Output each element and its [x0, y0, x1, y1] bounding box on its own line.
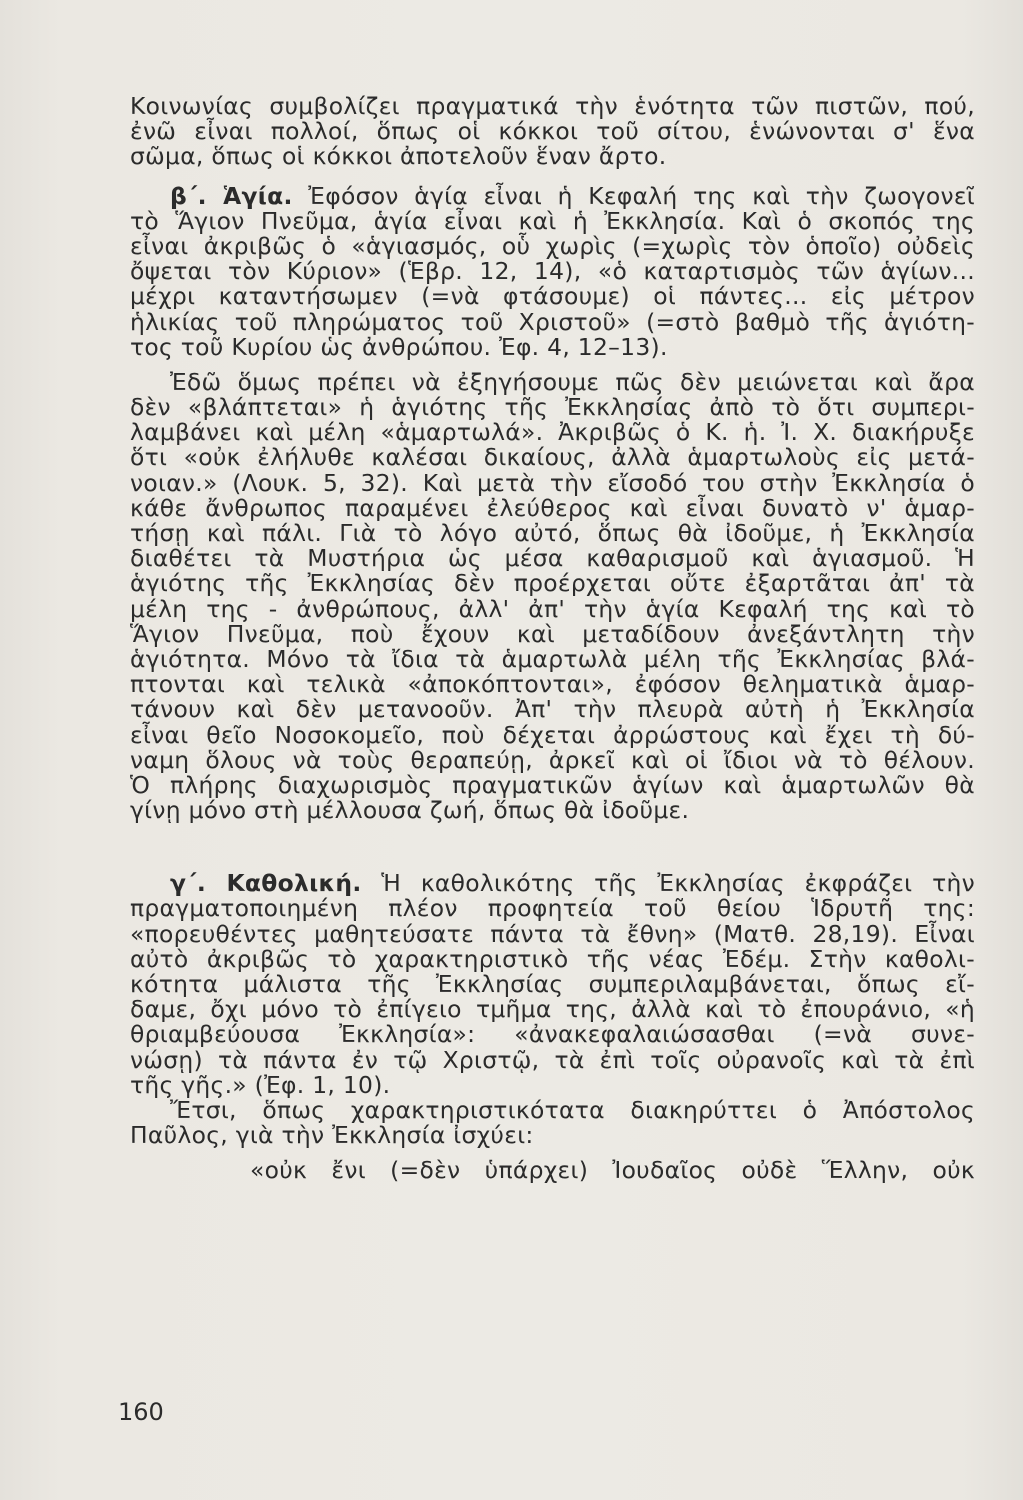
paragraph-katholiki	[130, 871, 975, 1098]
text-line: πραγματοποιημένη πλέον προφητεία τοῦ θείου Ἱδρυτῆ της:	[130, 894, 975, 923]
paragraph-agia	[130, 181, 976, 361]
text-line: αὐτὸ ἀκριβῶς τὸ χαρακτηριστικὸ τῆς νέας Ἐδέμ. Στὴν καθολι-	[130, 944, 975, 973]
text-line: Ὁ πλήρης διαχωρισμὸς πραγματικῶν ἁγίων καὶ ἁμαρτωλῶν θὰ	[130, 770, 975, 799]
text-line: εἶναι ἀκριβῶς ὁ «ἁγιασμός, οὗ χωρὶς (=χωρὶς τὸν ὁποῖο) οὐδεὶς	[130, 231, 975, 260]
text-line: μέχρι καταντήσωμεν (=νὰ φτάσουμε) οἱ πάντες... εἰς μέτρον	[130, 282, 975, 311]
text-line-rest: Ἡ καθολικότης τῆς Ἐκκλησίας ἐκφράζει τὴν	[381, 869, 975, 898]
text-line: τάνουν καὶ δὲν μετανοοῦν. Ἀπ' τὴν πλευρὰ αὐτὴ ἡ Ἐκκλησία	[130, 695, 975, 724]
text-line: νοιαν.» (Λουκ. 5, 32). Καὶ μετὰ τὴν εἴσοδό του στὴν Ἐκκλησία ὁ	[130, 468, 975, 497]
text-line: ὅτι «οὐκ ἐλήλυθε καλέσαι δικαίους, ἀλλὰ ἁμαρτωλοὺς εἰς μετά-	[130, 443, 975, 472]
text-line: μέλη της - ἀνθρώπους, ἀλλ' ἀπ' τὴν ἁγία Κεφαλή της καὶ τὸ	[130, 594, 975, 623]
text-line: ἡλικίας τοῦ πληρώματος τοῦ Χριστοῦ» (=στὸ βαθμὸ τῆς ἁγιότη-	[130, 307, 975, 336]
paragraph-agiotis	[130, 367, 975, 825]
text-line: «πορευθέντες μαθητεύσατε πάντα τὰ ἔθνη» (Ματθ. 28,19). Εἶναι	[130, 919, 975, 948]
text-line: γίνῃ μόνο στὴ μέλλουσα ζωή, ὅπως θὰ ἰδοῦμε.	[130, 796, 690, 825]
text-line: «οὐκ ἔνι (=δὲν ὑπάρχει) Ἰουδαῖος οὐδὲ Ἕλλην, οὐκ	[250, 1156, 975, 1185]
text-line: νώσῃ) τὰ πάντα ἐν τῷ Χριστῷ, τὰ ἐπὶ τοῖς οὐρανοῖς καὶ τὰ ἐπὶ	[130, 1045, 975, 1074]
quote-ouk-eni	[130, 1158, 975, 1183]
text-line: δαμε, ὄχι μόνο τὸ ἐπίγειο τμῆμα της, ἀλλὰ καὶ τὸ ἐπουράνιο, «ἡ	[130, 995, 975, 1024]
text-line: Ἔτσι, ὅπως χαρακτηριστικότατα διακηρύττει ὁ Ἀπόστολος	[170, 1095, 975, 1124]
text-line	[130, 871, 975, 896]
text-line: εἶναι θεῖο Νοσοκομεῖο, ποὺ δέχεται ἀρρώστους καὶ ἔχει τὴ δύ-	[130, 720, 975, 749]
section-heading-agia: β΄. Ἁγία.	[170, 181, 293, 210]
text-line: διαθέτει τὰ Μυστήρια ὡς μέσα καθαρισμοῦ καὶ ἁγιασμοῦ. Ἡ	[130, 544, 975, 573]
page-number: 160	[118, 1398, 164, 1426]
text-line: Ἐδῶ ὅμως πρέπει νὰ ἐξηγήσουμε πῶς δὲν μειώνεται καὶ ἄρα	[170, 367, 975, 396]
text-line: ἁγιότητα. Μόνο τὰ ἴδια τὰ ἁμαρτωλὰ μέλη τῆς Ἐκκλησίας βλά-	[130, 644, 975, 673]
text-line: ἐνῶ εἶναι πολλοί, ὅπως οἱ κόκκοι τοῦ σίτου, ἑνώνονται σ' ἕνα	[130, 117, 975, 146]
text-line: ἁγιότης τῆς Ἐκκλησίας δὲν προέρχεται οὔτε ἐξαρτᾶται ἀπ' τὰ	[130, 569, 975, 598]
text-line: ὄψεται τὸν Κύριον» (Ἑβρ. 12, 14), «ὁ καταρτισμὸς τῶν ἁγίων...	[130, 257, 975, 286]
paragraph-koinonias	[130, 94, 975, 170]
text-line: Κοινωνίας συμβολίζει πραγματικά τὴν ἑνότητα τῶν πιστῶν, πού,	[130, 92, 975, 120]
text-line: θριαμβεύουσα Ἐκκλησία»: «ἀνακεφαλαιώσασθαι (=νὰ συνε-	[130, 1020, 975, 1049]
text-line: τῆς γῆς.» (Ἐφ. 1, 10).	[130, 1070, 391, 1099]
text-line: τήσῃ καὶ πάλι. Γιὰ τὸ λόγο αὐτό, ὅπως θὰ ἰδοῦμε, ἡ Ἐκκλησία	[130, 519, 975, 547]
text-line: τος τοῦ Κυρίου ὡς ἀνθρώπου. Ἐφ. 4, 12–13).	[130, 332, 668, 361]
text-line: τὸ Ἅγιον Πνεῦμα, ἁγία εἶναι καὶ ἡ Ἐκκλησία. Καὶ ὁ σκοπός της	[130, 206, 975, 235]
text-line: κάθε ἄνθρωπος παραμένει ἐλεύθερος καὶ εἶναι δυνατὸ ν' ἁμαρ-	[130, 493, 975, 522]
text-line: λαμβάνει καὶ μέλη «ἁμαρτωλά». Ἀκριβῶς ὁ Κ. ἡ. Ἰ. Χ. διακήρυξε	[130, 418, 975, 447]
text-line: δὲν «βλάπτεται» ἡ ἁγιότης τῆς Ἐκκλησίας ἀπὸ τὸ ὅτι συμπερι-	[130, 393, 975, 422]
section-heading-katholiki: γ΄. Καθολική.	[170, 869, 362, 898]
text-line	[130, 181, 976, 210]
text-line: πτονται καὶ τελικὰ «ἀποκόπτονται», ἐφόσον θεληματικὰ ἁμαρ-	[130, 670, 975, 699]
text-line: σῶμα, ὅπως οἱ κόκκοι ἀποτελοῦν ἕναν ἄρτο.	[130, 142, 667, 171]
text-line: Παῦλος, γιὰ τὴν Ἐκκλησία ἰσχύει:	[130, 1121, 534, 1150]
text-line-rest: Ἐφόσον ἁγία εἶναι ἡ Κεφαλή της καὶ τὴν ζωογονεῖ	[308, 181, 976, 210]
page-body-text	[130, 94, 975, 1184]
text-line: κότητα μάλιστα τῆς Ἐκκλησίας συμπεριλαμβάνεται, ὅπως εἴ-	[130, 970, 975, 998]
text-line: ναμη ὅλους νὰ τοὺς θεραπεύῃ, ἀρκεῖ καὶ οἱ ἴδιοι νὰ τὸ θέλουν.	[130, 745, 975, 774]
paragraph-etsi	[130, 1095, 975, 1150]
text-line: Ἅγιον Πνεῦμα, ποὺ ἔχουν καὶ μεταδίδουν ἀνεξάντλητη τὴν	[130, 619, 975, 648]
